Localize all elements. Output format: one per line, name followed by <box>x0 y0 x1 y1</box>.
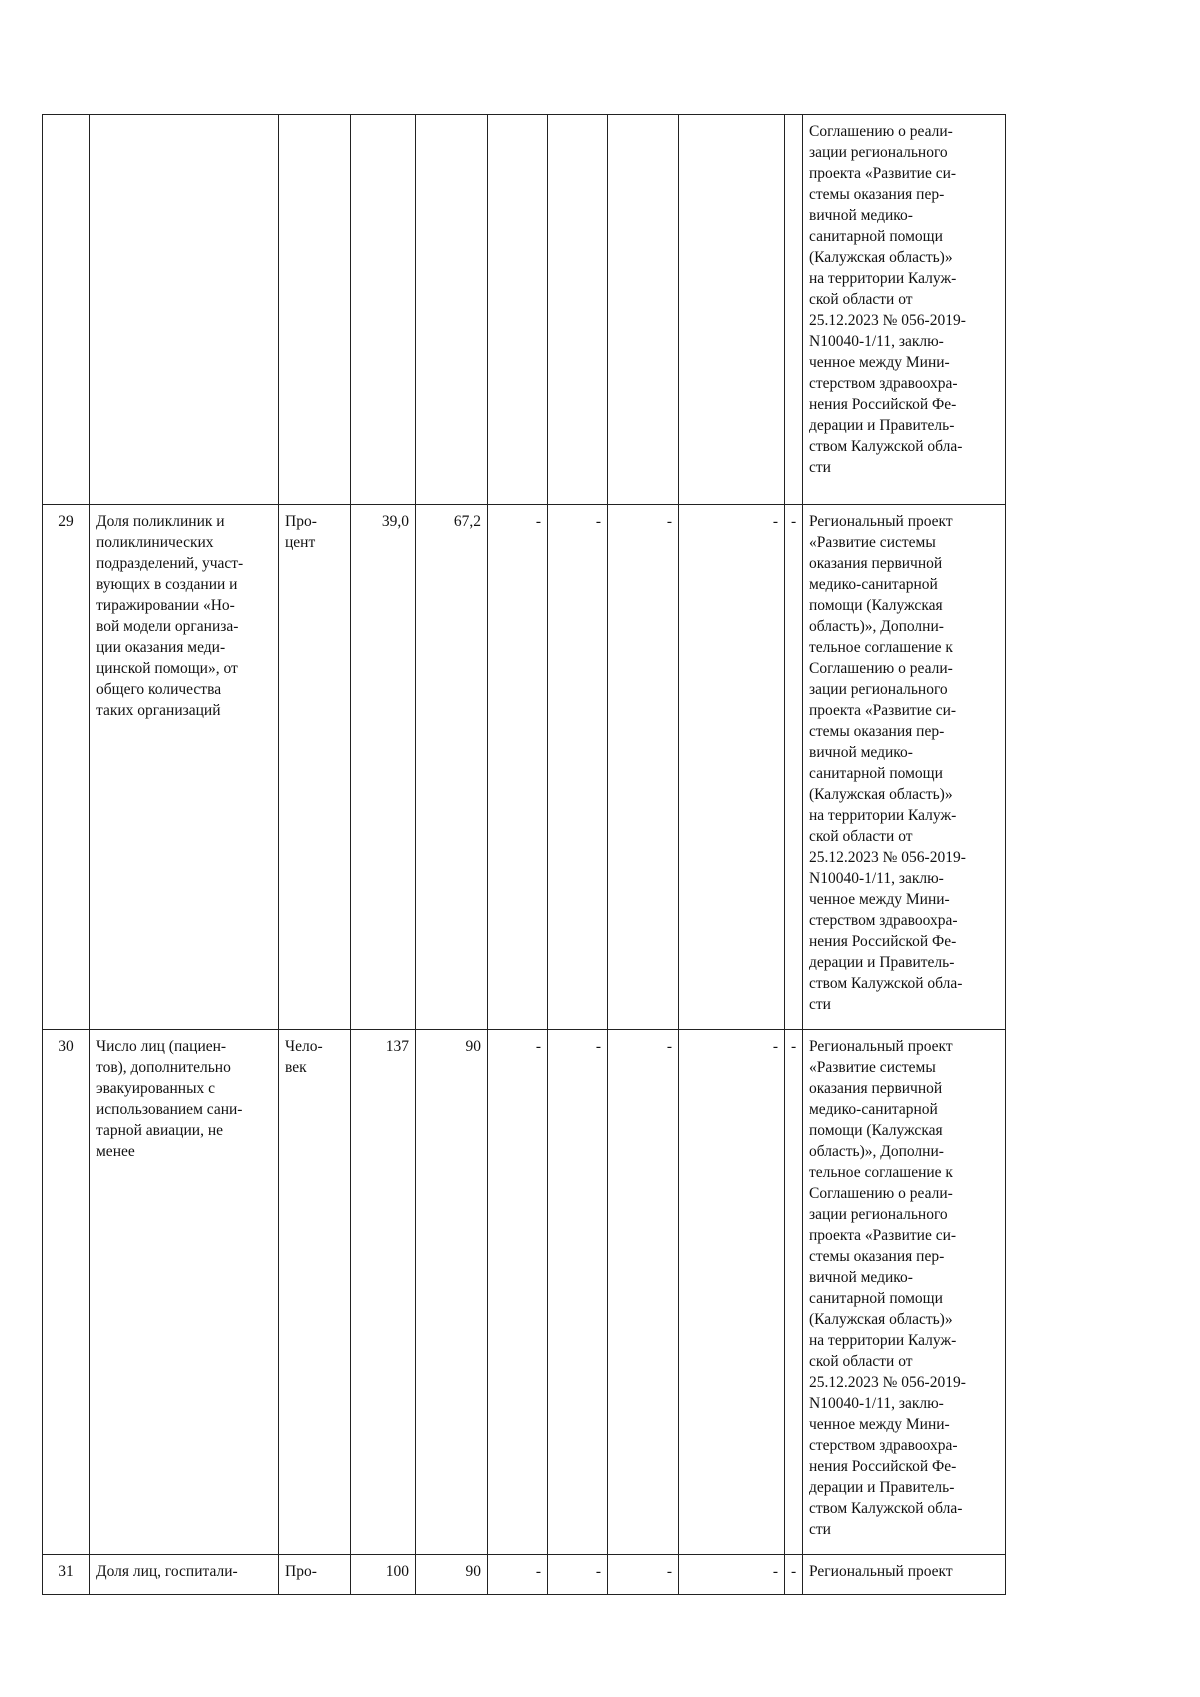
value-cell <box>608 115 679 505</box>
value-cell: - <box>785 1555 803 1595</box>
source-cell: Региональный проект «Развитие системы оказания первичной медико-санитарной помощи (Калужская область)», Дополни- тельное соглашение к Соглашению о реали- зации регионального проекта «Развитие си- стемы оказания пер- вичной медико- санитарной помощи (Калужская область)» на территории Калуж- ской области от 25.12.2023 № 056-2019- N10040-1/11, заклю- ченное между Мини- стерством здравоохра- нения Российской Фе- дерации и Правитель- ством Калужской обла- сти <box>803 505 1006 1030</box>
value-cell: 90 <box>416 1030 488 1555</box>
value-cell: 39,0 <box>351 505 416 1030</box>
value-cell: - <box>608 505 679 1030</box>
value-cell: - <box>488 1555 548 1595</box>
row-number-cell: 30 <box>43 1030 90 1555</box>
value-cell: 67,2 <box>416 505 488 1030</box>
value-cell <box>416 115 488 505</box>
value-cell: - <box>679 1555 785 1595</box>
value-cell <box>548 115 608 505</box>
value-cell: - <box>785 505 803 1030</box>
value-cell <box>488 115 548 505</box>
value-cell: 90 <box>416 1555 488 1595</box>
table-row <box>43 505 1006 1030</box>
unit-cell <box>279 115 351 505</box>
row-number-cell: 29 <box>43 505 90 1030</box>
source-cell: Соглашению о реали- зации регионального проекта «Развитие си- стемы оказания пер- вичной медико- санитарной помощи (Калужская область)» на территории Калуж- ской области от 25.12.2023 № 056-2019- N10040-1/11, заклю- ченное между Мини- стерством здравоохра- нения Российской Фе- дерации и Правитель- ством Калужской обла- сти <box>803 115 1006 505</box>
value-cell <box>785 115 803 505</box>
row-number-cell: 31 <box>43 1555 90 1595</box>
table-row <box>43 1555 1006 1595</box>
value-cell: - <box>488 505 548 1030</box>
value-cell: 137 <box>351 1030 416 1555</box>
value-cell: 100 <box>351 1555 416 1595</box>
indicators-table <box>42 114 1006 1595</box>
value-cell: - <box>488 1030 548 1555</box>
value-cell: - <box>548 505 608 1030</box>
unit-cell: Про- <box>279 1555 351 1595</box>
table-row <box>43 1030 1006 1555</box>
indicator-name-cell <box>90 115 279 505</box>
source-cell: Региональный проект «Развитие системы оказания первичной медико-санитарной помощи (Калужская область)», Дополни- тельное соглашение к Соглашению о реали- зации регионального проекта «Развитие си- стемы оказания пер- вичной медико- санитарной помощи (Калужская область)» на территории Калуж- ской области от 25.12.2023 № 056-2019- N10040-1/11, заклю- ченное между Мини- стерством здравоохра- нения Российской Фе- дерации и Правитель- ством Калужской обла- сти <box>803 1030 1006 1555</box>
value-cell: - <box>785 1030 803 1555</box>
source-cell: Региональный проект <box>803 1555 1006 1595</box>
row-number-cell <box>43 115 90 505</box>
unit-cell: Про- цент <box>279 505 351 1030</box>
value-cell: - <box>679 1030 785 1555</box>
unit-cell: Чело- век <box>279 1030 351 1555</box>
value-cell <box>679 115 785 505</box>
indicator-name-cell: Доля лиц, госпитали- <box>90 1555 279 1595</box>
value-cell <box>351 115 416 505</box>
table-row <box>43 115 1006 505</box>
value-cell: - <box>548 1555 608 1595</box>
value-cell: - <box>548 1030 608 1555</box>
indicator-name-cell: Доля поликлиник и поликлинических подразделений, участ- вующих в создании и тиражировании «Но- вой модели организа- ции оказания меди- цинской помощи», от общего количества таких организаций <box>90 505 279 1030</box>
indicator-name-cell: Число лиц (пациен- тов), дополнительно эвакуированных с использованием сани- тарной авиации, не менее <box>90 1030 279 1555</box>
value-cell: - <box>608 1030 679 1555</box>
value-cell: - <box>608 1555 679 1595</box>
value-cell: - <box>679 505 785 1030</box>
